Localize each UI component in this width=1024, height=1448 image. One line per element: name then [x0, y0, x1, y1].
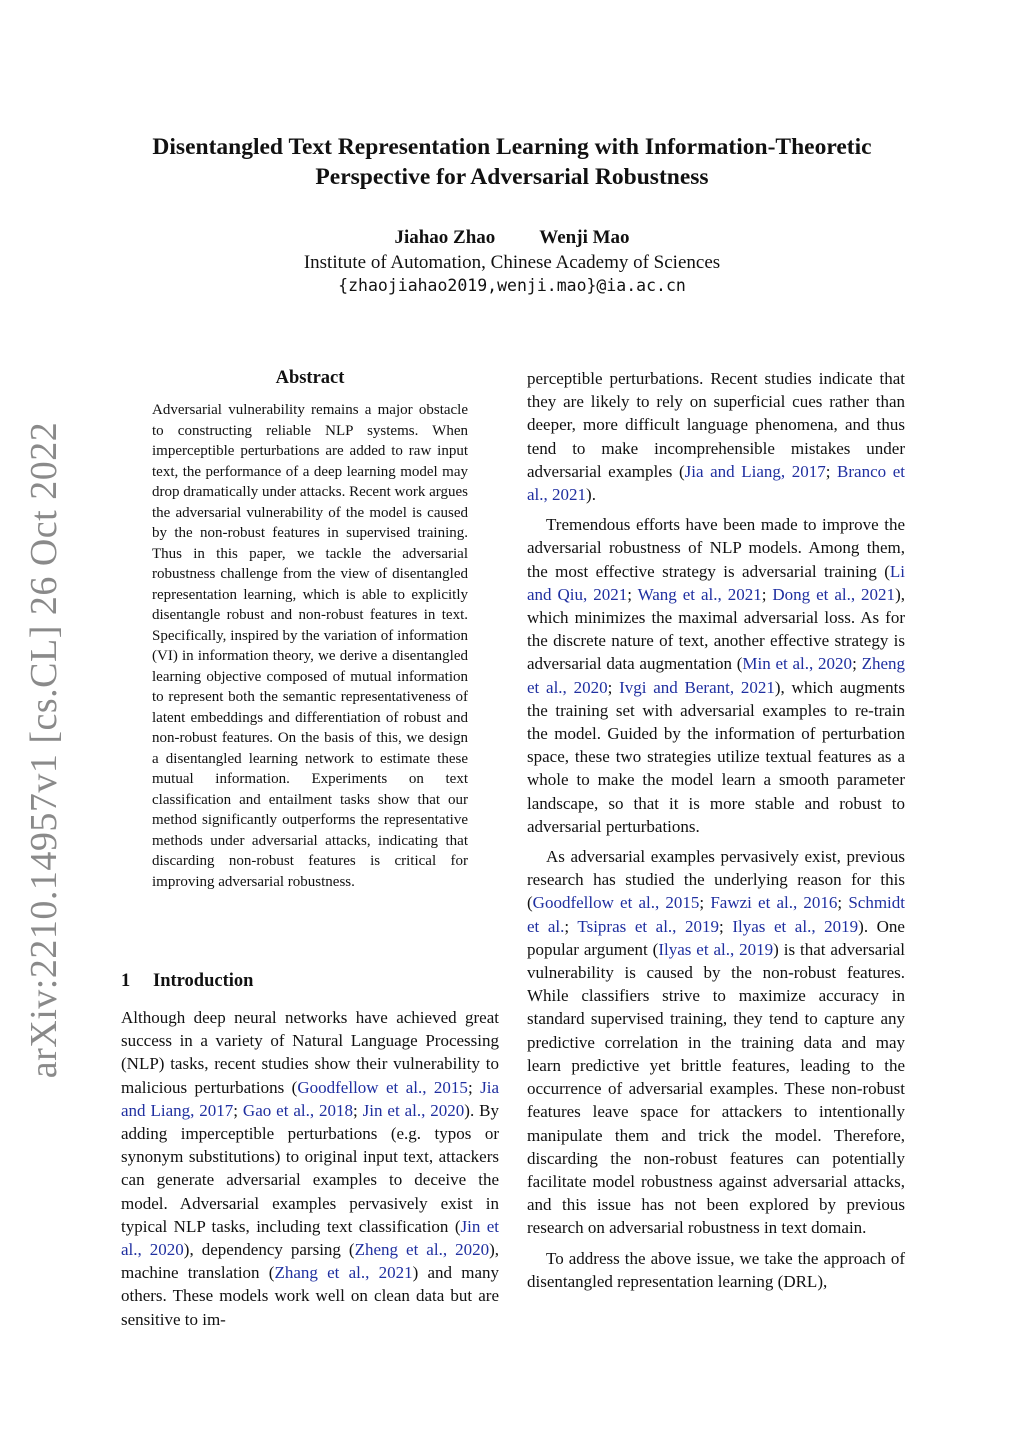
citation-link[interactable]: Dong et al., 2021 [772, 584, 896, 604]
author-name: Jiahao Zhao [394, 227, 496, 248]
citation-link[interactable]: Jia and Liang, 2017 [121, 1077, 499, 1120]
citation-link[interactable]: Min et al., 2020 [742, 654, 853, 674]
citation-link[interactable]: Fawzi et al., 2016 [710, 893, 838, 913]
text-run: ; [627, 584, 638, 604]
title-line-2: Perspective for Adversarial Robustness [315, 164, 709, 190]
text-run: ), which augments the training set with adversarial examples to re-train the model. Guided by the information of perturbation space, these two strategies utilize textual features as a whole to make the model learn a smooth parameter landscape, so that it is more stable and robust to adversarial perturbations. [527, 677, 906, 836]
paragraph [527, 845, 905, 1239]
text-run: ). [586, 485, 596, 505]
section-heading [121, 969, 253, 993]
text-run: ; [699, 893, 711, 913]
text-run: ; [825, 461, 838, 481]
section-number: 1 [121, 971, 131, 991]
citation-link[interactable]: Jia and Liang, 2017 [684, 461, 826, 481]
paragraph [121, 1006, 499, 1331]
text-run: ; [761, 584, 773, 604]
paragraph [527, 1247, 905, 1293]
text-run: Tremendous efforts have been made to improve the adversarial robustness of NLP models. Among them, the most effective strategy is adversarial training ( [527, 515, 905, 581]
text-run: ; [467, 1077, 481, 1097]
citation-link[interactable]: Goodfellow et al., 2015 [297, 1077, 468, 1097]
text-run: ; [353, 1100, 363, 1120]
arxiv-identifier: arXiv:2210.14957v1 [cs.CL] 26 Oct 2022 [23, 421, 65, 1079]
citation-link[interactable]: Goodfellow et al., 2015 [532, 893, 700, 913]
paragraph [527, 367, 905, 506]
abstract-heading: Abstract [275, 368, 345, 388]
citation-link[interactable]: Zhang et al., 2021 [274, 1263, 413, 1283]
left-column-body [121, 1006, 499, 1331]
author-list [100, 226, 924, 250]
citation-link[interactable]: Zheng et al., 2020 [527, 654, 905, 697]
text-run: Although deep neural networks have achieved great success in a variety of Natural Language Processing (NLP) tasks, recent studies show their vulnerability to malicious perturbations ( [121, 1008, 499, 1097]
text-run: perceptible perturbations. Recent studies indicate that they are likely to rely on superficial cues rather than deeper, more difficult language phenomena, and thus tend to make incomprehensible mistakes under adversarial examples ( [527, 369, 905, 481]
citation-link[interactable]: Schmidt et al. [527, 893, 905, 936]
text-run: ), machine translation ( [121, 1240, 499, 1283]
citation-link[interactable]: Gao et al., 2018 [242, 1100, 354, 1120]
text-run: ; [564, 916, 578, 936]
text-run: As adversarial examples pervasively exist, previous research has studied the underlying reason for this ( [527, 847, 905, 913]
citation-link[interactable]: Jin et al., 2020 [121, 1216, 499, 1260]
text-run: ), dependency parsing ( [183, 1240, 355, 1260]
text-run: ; [852, 654, 862, 674]
text-run: ; [719, 916, 733, 936]
paragraph [527, 513, 905, 838]
citation-link[interactable]: Jin et al., 2020 [362, 1100, 465, 1120]
text-run: ). One popular argument ( [527, 916, 905, 959]
citation-link[interactable]: Ilyas et al., 2019 [732, 916, 859, 936]
text-run: ; [837, 893, 849, 913]
citation-link[interactable]: Branco et al., 2021 [527, 461, 905, 505]
citation-link[interactable]: Tsipras et al., 2019 [577, 916, 720, 936]
text-run: ; [607, 677, 620, 697]
right-column-body [527, 367, 905, 1300]
citation-link[interactable]: Ilyas et al., 2019 [658, 939, 774, 959]
citation-link[interactable]: Wang et al., 2021 [637, 584, 762, 604]
citation-link[interactable]: Ivgi and Berant, 2021 [619, 677, 775, 697]
title-line-1: Disentangled Text Representation Learning with Information-Theoretic [152, 134, 872, 160]
author-name: Wenji Mao [539, 227, 630, 248]
text-run: To address the above issue, we take the approach of disentangled representation learning (DRL), [527, 1248, 905, 1291]
text-run: ) is that adversarial vulnerability is caused by the non-robust features. While classifiers strive to maximize accuracy in standard supervised training, they tend to capture any predictive correlation in the training data and may learn predictive yet brittle features, leading to the occurrence of adversarial examples. These non-robust features leave space for attackers to intentionally manipulate them and trick the model. Therefore, discarding the non-robust features can potentially facilitate model robustness against adversarial attacks, and this issue has not been explored by previous research on adversarial robustness in text domain. [527, 939, 905, 1238]
text-run: ), which minimizes the maximal adversarial loss. As for the discrete nature of text, another effective strategy is adversarial data augmentation ( [527, 584, 905, 674]
text-run: ) and many others. These models work well on clean data but are sensitive to im- [121, 1263, 499, 1329]
text-run: ). By adding imperceptible perturbations (e.g. typos or synonym substitutions) to original input text, attackers can generate adversarial examples to deceive the model. Adversarial examples pervasively exist in typical NLP tasks, including text classification ( [121, 1100, 499, 1236]
citation-link[interactable]: Li and Qiu, 2021 [527, 561, 905, 604]
section-title: Introduction [153, 971, 254, 991]
citation-link[interactable]: Zheng et al., 2020 [354, 1240, 490, 1260]
abstract-text: Adversarial vulnerability remains a major obstacle to constructing reliable NLP systems. When imperceptible perturbations are added to raw input text, the performance of a deep learning model may drop dramatically under attacks. Recent work argues the adversarial vulnerability of the model is caused by the non-robust features in supervised training. Thus in this paper, we tackle the adversarial robustness challenge from the view of disentangled representation learning, which is able to explicitly disentangle robust and non-robust features in text. Specifically, inspired by the variation of information (VI) in information theory, we derive a disentangled learning objective composed of mutual information to represent both the semantic representativeness of latent embeddings and differentiation of robust and non-robust features. On the basis of this, we design a disentangled learning network to estimate these mutual information. Experiments on text classification and entailment tasks show that our method significantly outperforms the representative methods under adversarial attacks, indicating that discarding non-robust features is critical for improving adversarial robustness. [152, 402, 468, 890]
affiliation: Institute of Automation, Chinese Academy of Sciences [303, 252, 721, 273]
text-run: ; [233, 1100, 243, 1120]
author-email: {zhaojiahao2019,wenji.mao}@ia.ac.cn [338, 276, 686, 295]
paper-title [100, 132, 924, 192]
